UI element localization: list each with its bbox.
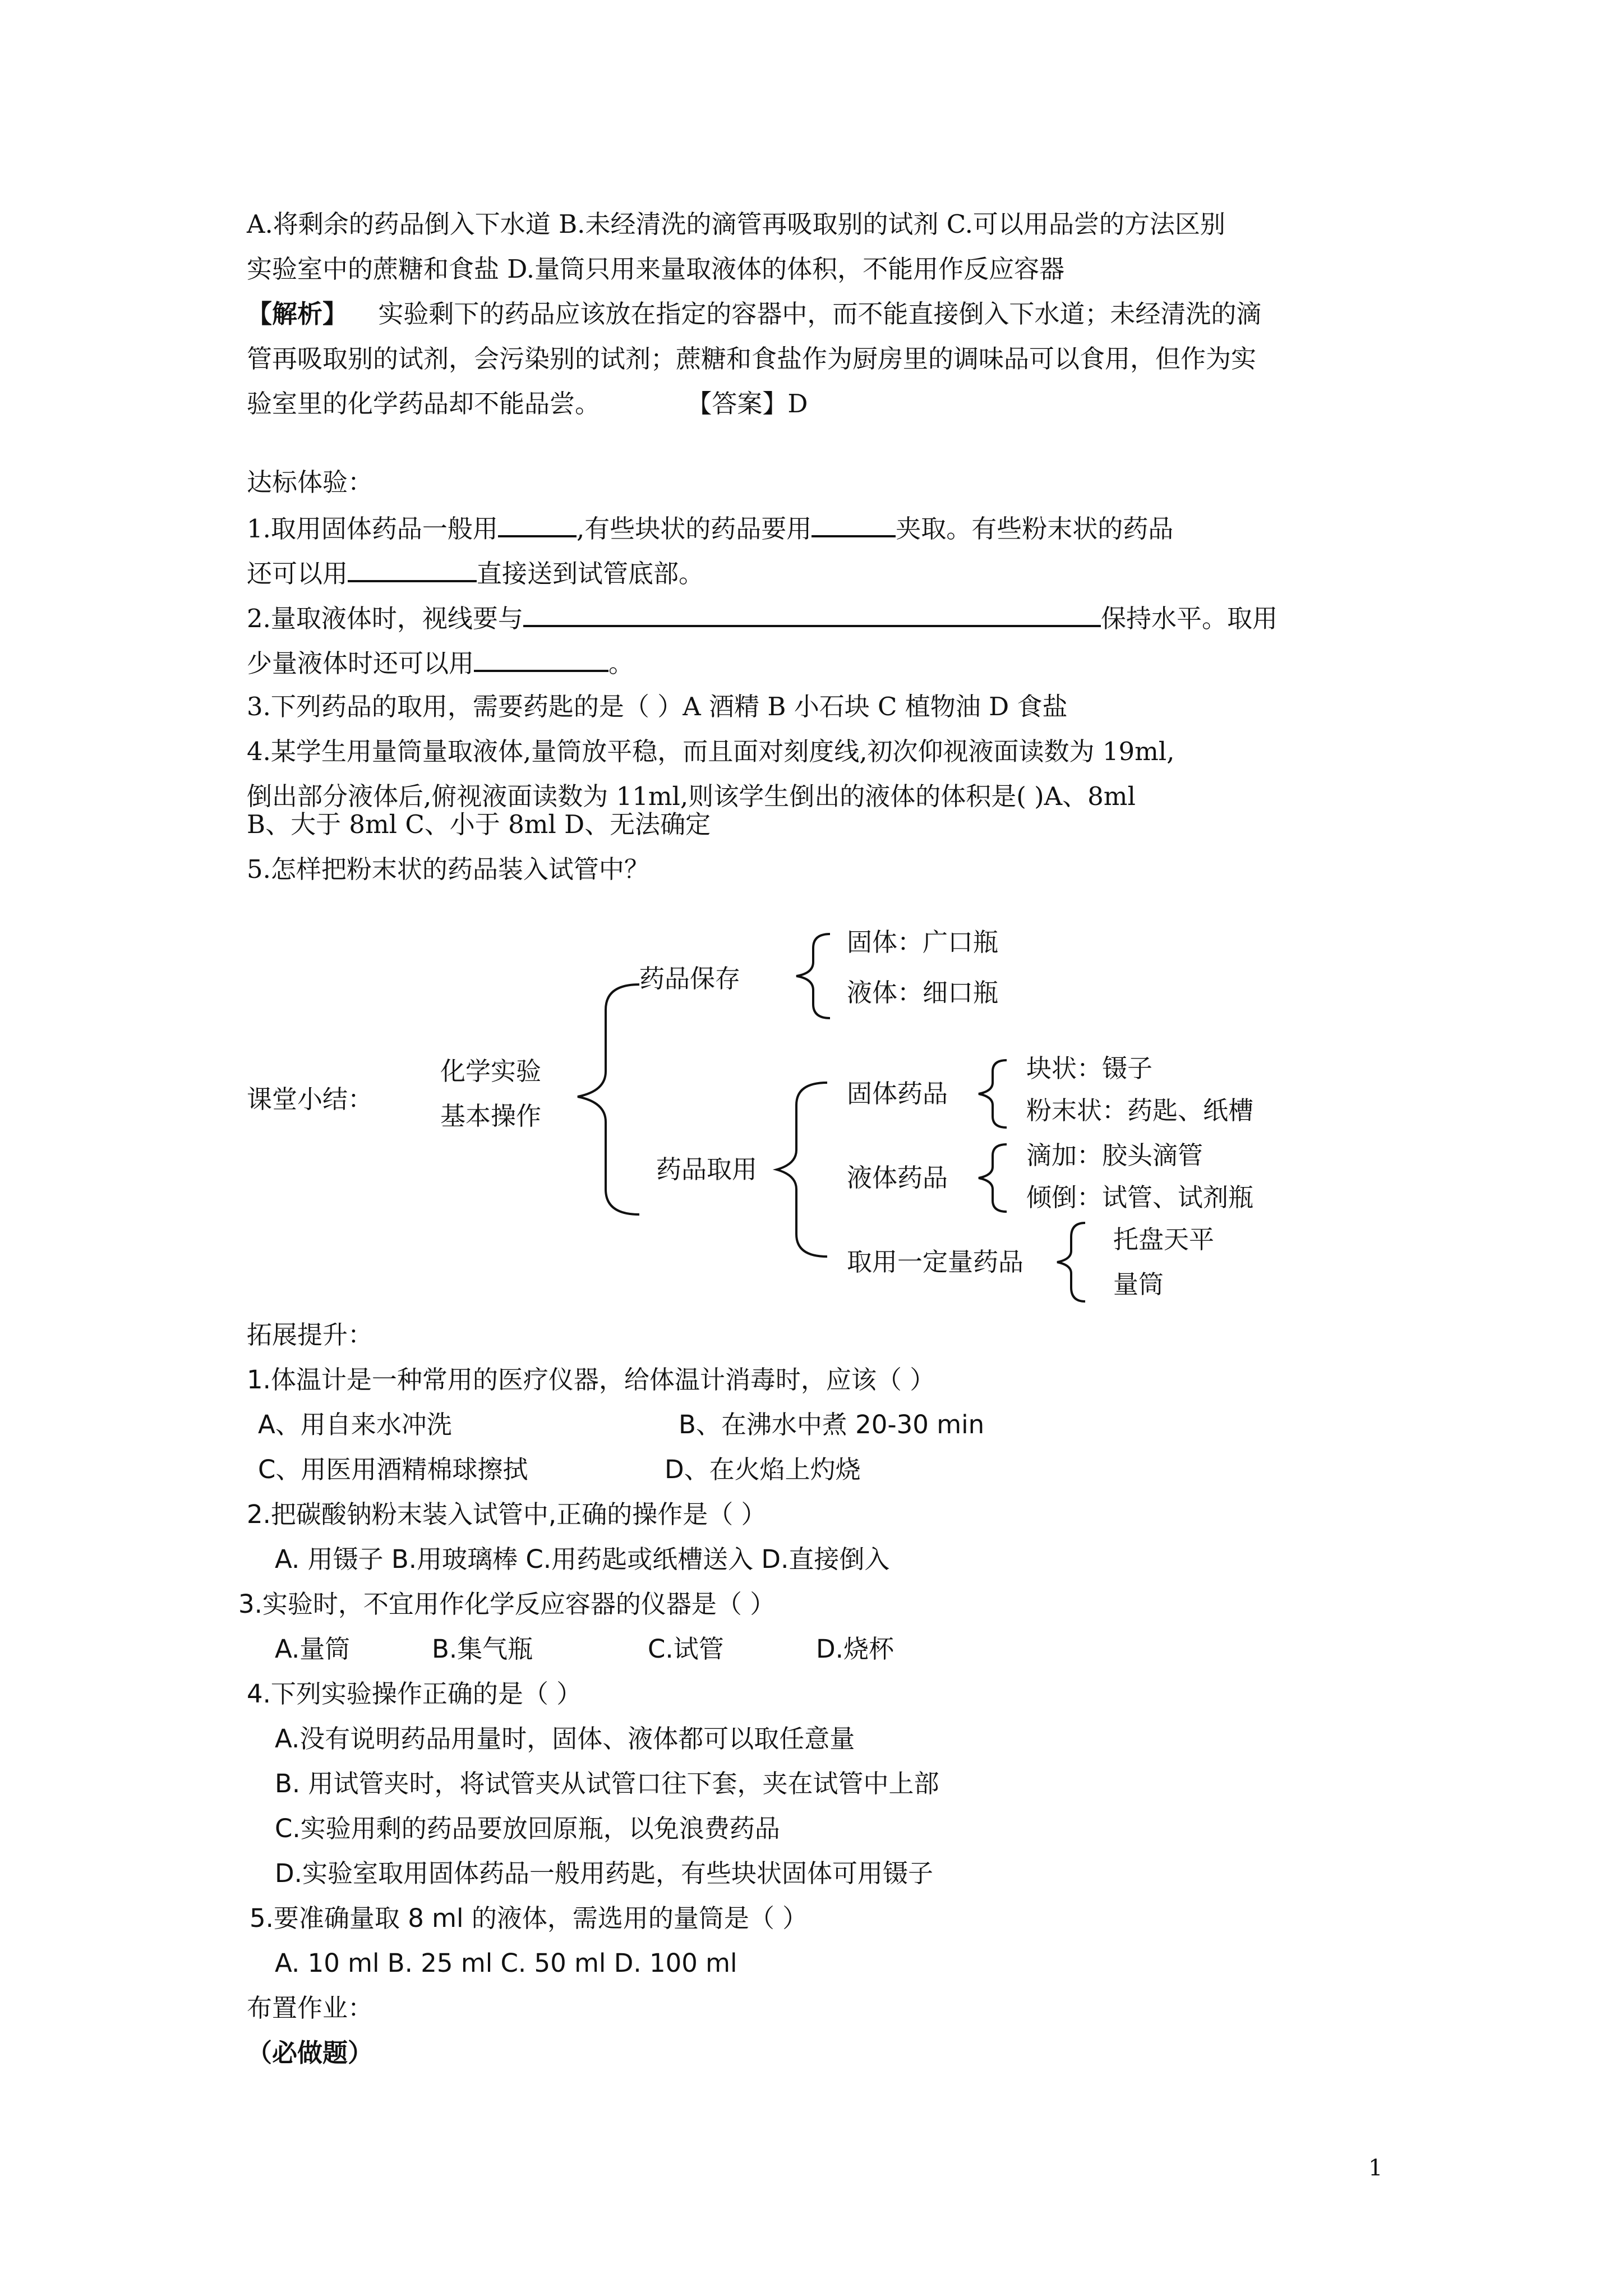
extension-q3: 3.实验时，不宜用作化学反应容器的仪器是（ ） [238,1589,776,1619]
extension-heading: 拓展提升： [247,1320,374,1350]
practice-q4-line-3: B、大于 8ml C、小于 8ml D、无法确定 [247,809,711,839]
extension-q4-option-a: A.没有说明药品用量时，固体、液体都可以取任意量 [275,1724,855,1754]
practice-q5: 5.怎样把粉末状的药品装入试管中？ [247,854,649,884]
analysis-label: 【解析】 [247,299,348,329]
summary-liquid-drop: 滴加：胶头滴管 [1026,1140,1204,1170]
summary-solid-powder: 粉末状：药匙、纸槽 [1026,1096,1254,1125]
page-number: 1 [1368,2155,1383,2181]
summary-quantity: 取用一定量药品 [847,1247,1024,1277]
extension-q4-option-b: B. 用试管夹时，将试管夹从试管口往下套，夹在试管中上部 [275,1769,939,1798]
q1-text-c: 夹取。有些粉末状的药品 [896,514,1174,544]
practice-q4-line-1: 4.某学生用量筒量取液体,量筒放平稳，而且面对刻度线,初次仰视液面读数为 19ml, [247,737,1175,766]
summary-quantity-cylinder: 量筒 [1113,1269,1164,1299]
extension-q4-option-d: D.实验室取用固体药品一般用药匙，有些块状固体可用镊子 [275,1858,933,1888]
q1-text-d: 还可以用 [247,559,348,588]
extension-q2: 2.把碳酸钠粉末装入试管中,正确的操作是（ ） [247,1499,767,1529]
summary-storage-solid: 固体：广口瓶 [847,927,999,957]
summary-storage-liquid: 液体：细口瓶 [847,978,999,1007]
summary-liquid: 液体药品 [847,1163,948,1193]
homework-heading: 布置作业： [247,1993,374,2023]
q1-text-e: 直接送到试管底部。 [477,559,704,588]
analysis-text-1: 实验剩下的药品应该放在指定的容器中，而不能直接倒入下水道；未经清洗的滴 [378,299,1262,329]
solid-brace [979,1060,1007,1128]
extension-q1-option-d: D、在火焰上灼烧 [665,1455,861,1484]
taking-brace [777,1083,827,1257]
summary-root-line-2: 基本操作 [440,1101,542,1131]
extension-q4: 4.下列实验操作正确的是（ ） [247,1679,582,1709]
extension-q3-option-b: B.集气瓶 [432,1634,533,1664]
storage-brace [796,934,830,1018]
q1-text-a: 1.取用固体药品一般用 [247,514,498,544]
homework-required: （必做题） [247,2038,374,2068]
main-brace [578,984,639,1214]
extension-q4-option-c: C.实验用剩的药品要放回原瓶，以免浪费药品 [275,1814,780,1843]
summary-liquid-pour: 倾倒：试管、试剂瓶 [1026,1182,1254,1212]
extension-q1: 1.体温计是一种常用的医疗仪器，给体温计消毒时，应该（ ） [247,1365,935,1395]
extension-q3-option-a: A.量筒 [275,1634,351,1664]
extension-q3-option-c: C.试管 [648,1634,724,1664]
extension-q1-option-a: A、用自来水冲洗 [258,1410,452,1439]
summary-solid-block: 块状：镊子 [1026,1053,1153,1083]
summary-storage: 药品保存 [639,964,741,993]
q2-text-c: 少量液体时还可以用 [247,648,474,678]
q1-text-b: ,有些块状的药品要用 [576,514,812,544]
extension-q1-option-b: B、在沸水中煮 20-30 min [679,1410,985,1439]
extension-q2-options: A. 用镊子 B.用玻璃棒 C.用药匙或纸槽送入 D.直接倒入 [275,1544,890,1574]
q2-text-a: 2.量取液体时，视线要与 [247,604,523,633]
analysis-text-3: 验室里的化学药品却不能品尝。 [247,389,601,418]
extension-q1-option-c: C、用医用酒精棉球擦拭 [258,1455,528,1484]
extension-q3-option-d: D.烧杯 [816,1634,894,1664]
intro-line-2: 实验室中的蔗糖和食盐 D.量筒只用来量取液体的体积，不能用作反应容器 [247,254,1065,284]
practice-q4-line-2: 倒出部分液体后,俯视液面读数为 11ml,则该学生倒出的液体的体积是( )A、8ml [247,781,1136,811]
practice-heading: 达标体验： [247,467,374,497]
extension-q5-options: A. 10 ml B. 25 ml C. 50 ml D. 100 ml [275,1948,737,1978]
summary-root-line-1: 化学实验 [440,1056,542,1086]
intro-line-1: A.将剩余的药品倒入下水道 B.未经清洗的滴管再吸取别的试剂 C.可以用品尝的方法区别 [247,209,1225,239]
summary-solid: 固体药品 [847,1079,948,1108]
answer: 【答案】D [686,389,808,418]
analysis-line-2: 管再吸取别的试剂，会污染别的试剂；蔗糖和食盐作为厨房里的调味品可以食用，但作为实 [247,344,1257,374]
q2-text-d: 。 [608,648,634,678]
summary-label: 课堂小结： [247,1084,374,1114]
summary-taking: 药品取用 [656,1154,758,1184]
summary-quantity-balance: 托盘天平 [1113,1225,1215,1254]
quantity-brace [1057,1223,1085,1301]
liquid-brace [979,1144,1007,1212]
practice-q3: 3.下列药品的取用，需要药匙的是（ ）A 酒精 B 小石块 C 植物油 D 食盐 [247,692,1068,721]
q2-text-b: 保持水平。取用 [1100,604,1278,633]
extension-q5: 5.要准确量取 8 ml 的液体，需选用的量筒是（ ） [250,1903,808,1933]
